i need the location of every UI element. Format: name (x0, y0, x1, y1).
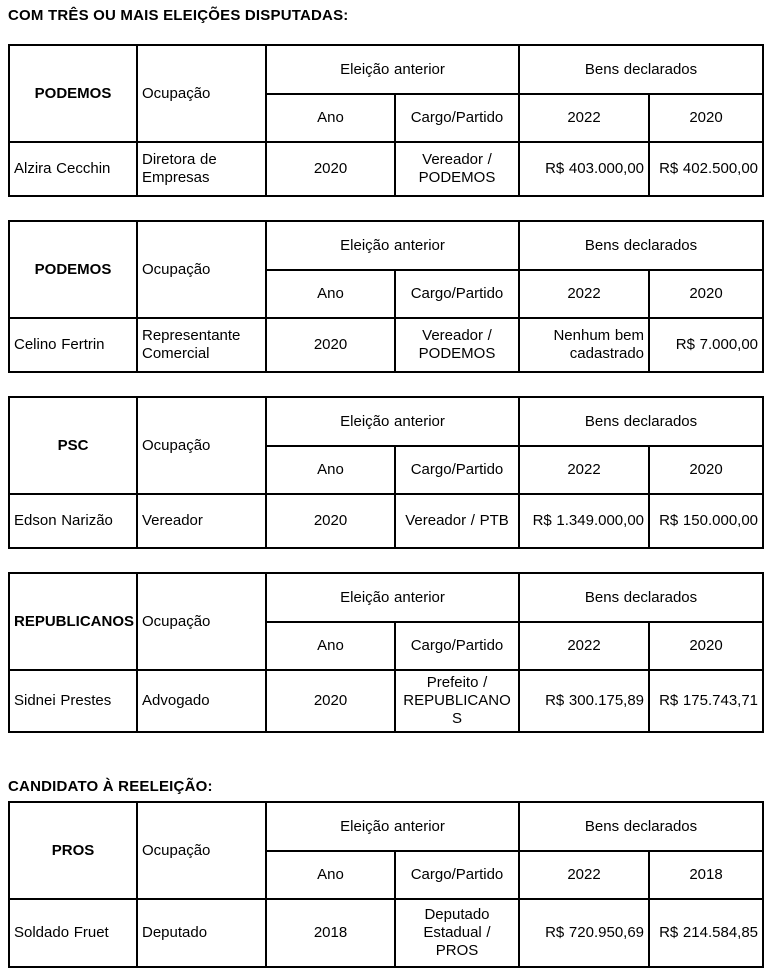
table-row (9, 142, 763, 196)
candidate-table (8, 220, 764, 373)
section-heading-multiple-elections: COM TRÊS OU MAIS ELEIÇÕES DISPUTADAS: (8, 7, 349, 24)
occupation-cell: Deputado (137, 899, 266, 967)
previous-year-cell: 2020 (266, 318, 395, 372)
candidate-table (8, 801, 764, 968)
candidate-table (8, 396, 764, 549)
assets-declared-header-cell: Bens declarados (519, 802, 763, 851)
assets-declared-header-cell: Bens declarados (519, 573, 763, 622)
candidate-table (8, 572, 764, 733)
candidate-name-cell: Sidnei Prestes (9, 670, 137, 732)
assets-value-2-cell: R$ 402.500,00 (649, 142, 763, 196)
occupation-cell: Diretora de Empresas (137, 142, 266, 196)
previous-office-party-cell: Vereador / PODEMOS (395, 142, 519, 196)
table-header-row-1 (9, 221, 763, 270)
previous-year-cell: 2018 (266, 899, 395, 967)
occupation-header-cell: Ocupação (137, 573, 266, 670)
previous-office-party-cell: Vereador / PTB (395, 494, 519, 548)
office-party-header-cell: Cargo/Partido (395, 94, 519, 142)
section-heading-reelection: CANDIDATO À REELEIÇÃO: (8, 778, 213, 795)
asset-year-2-header-cell: 2020 (649, 94, 763, 142)
asset-year-1-header-cell: 2022 (519, 851, 649, 899)
assets-declared-header-cell: Bens declarados (519, 221, 763, 270)
occupation-cell: Representante Comercial (137, 318, 266, 372)
table-row (9, 494, 763, 548)
table-header-row-1 (9, 573, 763, 622)
assets-value-1-cell: R$ 403.000,00 (519, 142, 649, 196)
assets-value-2-cell: R$ 150.000,00 (649, 494, 763, 548)
table-row (9, 670, 763, 732)
candidate-name-cell: Celino Fertrin (9, 318, 137, 372)
table-row (9, 318, 763, 372)
party-cell: PODEMOS (9, 45, 137, 142)
assets-value-2-cell: R$ 214.584,85 (649, 899, 763, 967)
candidate-name-cell: Alzira Cecchin (9, 142, 137, 196)
office-party-header-cell: Cargo/Partido (395, 622, 519, 670)
assets-declared-header-cell: Bens declarados (519, 397, 763, 446)
party-cell: PROS (9, 802, 137, 899)
candidate-name-cell: Soldado Fruet (9, 899, 137, 967)
occupation-header-cell: Ocupação (137, 802, 266, 899)
previous-election-header-cell: Eleição anterior (266, 45, 519, 94)
occupation-header-cell: Ocupação (137, 397, 266, 494)
candidate-table (8, 44, 764, 197)
party-cell: PODEMOS (9, 221, 137, 318)
asset-year-1-header-cell: 2022 (519, 446, 649, 494)
occupation-cell: Advogado (137, 670, 266, 732)
office-party-header-cell: Cargo/Partido (395, 446, 519, 494)
previous-year-cell: 2020 (266, 142, 395, 196)
year-header-cell: Ano (266, 94, 395, 142)
table-row (9, 899, 763, 967)
assets-value-1-cell: R$ 1.349.000,00 (519, 494, 649, 548)
previous-election-header-cell: Eleição anterior (266, 573, 519, 622)
assets-value-1-cell: Nenhum bem cadastrado (519, 318, 649, 372)
asset-year-1-header-cell: 2022 (519, 94, 649, 142)
section-2-tables (8, 801, 762, 968)
previous-office-party-cell: Deputado Estadual / PROS (395, 899, 519, 967)
assets-value-2-cell: R$ 7.000,00 (649, 318, 763, 372)
occupation-cell: Vereador (137, 494, 266, 548)
year-header-cell: Ano (266, 270, 395, 318)
table-header-row-1 (9, 802, 763, 851)
asset-year-2-header-cell: 2018 (649, 851, 763, 899)
asset-year-2-header-cell: 2020 (649, 446, 763, 494)
previous-office-party-cell: Prefeito / REPUBLICANOS (395, 670, 519, 732)
year-header-cell: Ano (266, 622, 395, 670)
previous-year-cell: 2020 (266, 494, 395, 548)
asset-year-1-header-cell: 2022 (519, 270, 649, 318)
previous-election-header-cell: Eleição anterior (266, 802, 519, 851)
asset-year-2-header-cell: 2020 (649, 270, 763, 318)
occupation-header-cell: Ocupação (137, 221, 266, 318)
occupation-header-cell: Ocupação (137, 45, 266, 142)
assets-value-1-cell: R$ 300.175,89 (519, 670, 649, 732)
table-header-row-1 (9, 45, 763, 94)
previous-election-header-cell: Eleição anterior (266, 397, 519, 446)
year-header-cell: Ano (266, 851, 395, 899)
year-header-cell: Ano (266, 446, 395, 494)
section-1-tables (8, 44, 762, 733)
candidate-name-cell: Edson Narizão (9, 494, 137, 548)
previous-office-party-cell: Vereador / PODEMOS (395, 318, 519, 372)
party-cell: REPUBLICANOS (9, 573, 137, 670)
office-party-header-cell: Cargo/Partido (395, 851, 519, 899)
assets-value-1-cell: R$ 720.950,69 (519, 899, 649, 967)
asset-year-2-header-cell: 2020 (649, 622, 763, 670)
previous-year-cell: 2020 (266, 670, 395, 732)
table-header-row-1 (9, 397, 763, 446)
assets-value-2-cell: R$ 175.743,71 (649, 670, 763, 732)
assets-declared-header-cell: Bens declarados (519, 45, 763, 94)
party-cell: PSC (9, 397, 137, 494)
previous-election-header-cell: Eleição anterior (266, 221, 519, 270)
asset-year-1-header-cell: 2022 (519, 622, 649, 670)
office-party-header-cell: Cargo/Partido (395, 270, 519, 318)
